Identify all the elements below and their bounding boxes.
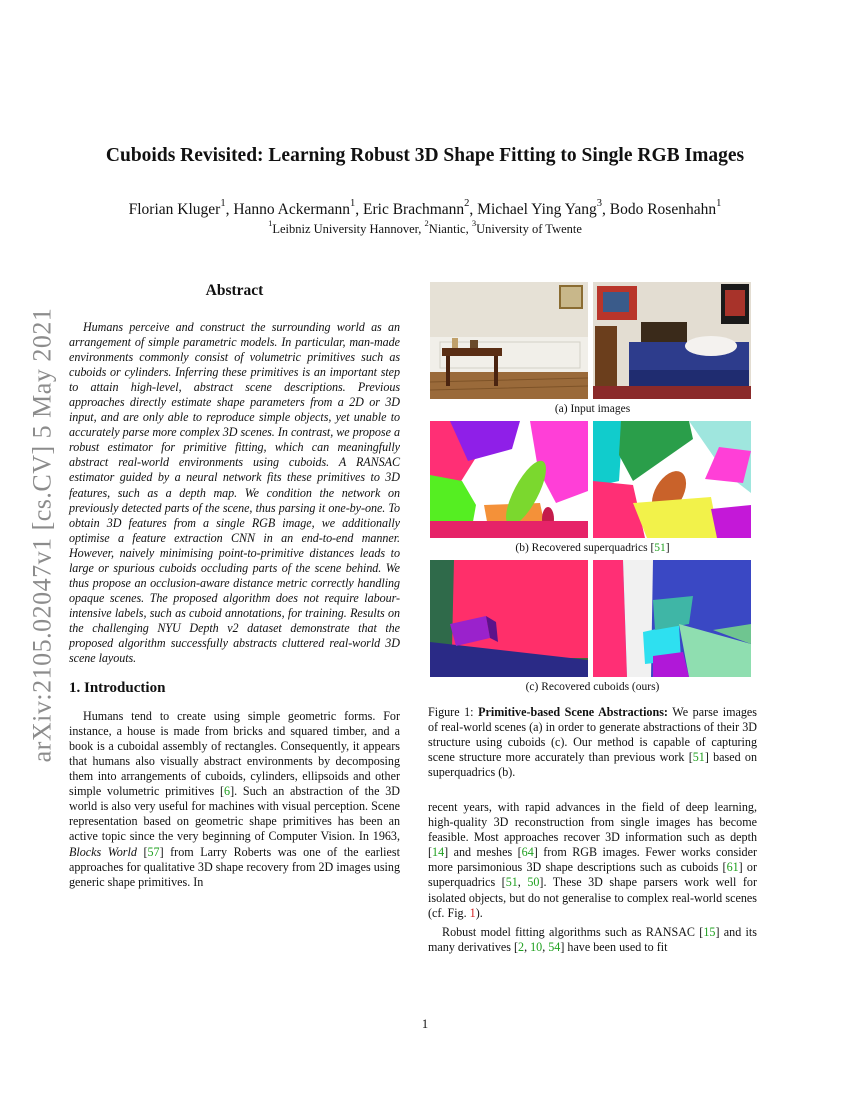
bedroom-photo <box>593 282 751 399</box>
input-images-row <box>430 282 751 399</box>
affil-mark: 3 <box>471 218 477 229</box>
author-separator: , <box>602 201 610 218</box>
cuboids-row <box>430 560 751 677</box>
citation-link[interactable]: 51 <box>692 750 705 765</box>
figure-1 <box>428 282 757 780</box>
author-affil-mark: 1 <box>350 197 356 209</box>
text-run: ] from RGB images. Fewer works consider more parsimonious 3D shape descriptions such as cuboids [ <box>428 845 757 875</box>
author-affil-mark: 3 <box>596 197 602 209</box>
intro-paragraph <box>69 709 400 890</box>
citation-link[interactable]: 57 <box>147 844 160 859</box>
left-column <box>69 282 400 890</box>
subfigure-a-caption: (a) Input images <box>554 403 631 415</box>
affiliation-list <box>0 218 850 237</box>
introduction-heading: 1. Introduction <box>69 680 166 697</box>
page-number: 1 <box>421 1017 429 1031</box>
text-run: ). <box>475 905 483 920</box>
input-image-bedroom <box>593 282 751 399</box>
paper-title: Cuboids Revisited: Learning Robust 3D Shape Fitting to Single RGB Images <box>105 145 745 166</box>
citation-link[interactable]: 15 <box>703 924 716 939</box>
affiliation-name: Niantic <box>428 222 466 236</box>
caption-label: Figure 1: <box>428 705 479 719</box>
subfigure-b-text: (b) Recovered superquadrics [ <box>515 542 655 554</box>
citation-link[interactable]: 14 <box>432 845 445 860</box>
arxiv-identifier-stamp <box>20 290 64 780</box>
affiliation-name: University of Twente <box>476 222 582 236</box>
intro-paragraph-ransac <box>428 925 757 955</box>
spacer <box>428 780 757 800</box>
text-run: [ <box>136 844 148 859</box>
author-name: Florian Kluger <box>128 201 221 218</box>
author-affil-mark: 1 <box>220 197 226 209</box>
author-separator: , <box>469 201 478 218</box>
text-run: recent years, with rapid advances in the field of deep learning, high-quality 3D reconstruction from single images has become feasible. Most approaches recover 3D information such as depth [ <box>428 800 757 860</box>
author-separator: , <box>225 201 234 218</box>
author-list <box>0 197 850 219</box>
affiliation-name: Leibniz University Hannover <box>272 222 419 236</box>
text-run: , <box>542 939 549 954</box>
caption-text: We parse images of real-world scenes (a) in order to generate abstractions of their 3D structure using cuboids (c). Our method is capable of capturing scene structure more accurately than previous work [ <box>428 705 758 765</box>
author-name: Hanno Ackermann <box>233 201 350 218</box>
text-run: ] and its many derivatives [ <box>428 924 757 954</box>
subfigure-c-caption: (c) Recovered cuboids (ours) <box>525 681 660 693</box>
text-run: , <box>524 939 531 954</box>
arxiv-stamp-text: arXiv:2105.02047v1 [cs.CV] 5 May 2021 <box>27 307 56 763</box>
superquadric-render-1 <box>430 421 588 538</box>
text-run: Humans tend to create using simple geometric forms. For instance, a house is made from bricks and squared timber, and a book is a cuboidal assembly of rectangles. Consequently, it appears that humans also visually abstract environments by decomposing them into arrangements of cuboids, cylinders, ellipsoids and other simple volumetric primitives [ <box>69 709 400 799</box>
citation-link[interactable]: 2 <box>518 939 525 954</box>
superquadrics-render-bedroom <box>593 421 751 538</box>
author-affil-mark: 2 <box>464 197 470 209</box>
cuboid-render-1 <box>430 560 588 677</box>
abstract-text: Humans perceive and construct the surrounding world as an arrangement of simple parametric models. In particular, man-made environments commonly consist of volumetric primitives such as cuboids or cylinders. Inferring these primitives is an important step to attain high-level, abstract scene descriptions. Previous approaches directly estimate shape parameters from a 2D or 3D input, and are only able to reproduce simple objects, yet unable to accurately parse more complex 3D scenes. In contrast, we propose a robust estimator for primitive fitting, which can meaningfully abstract real-world environments using cuboids. A RANSAC estimator guided by a neural network fits these primitives to 3D features, such as a depth map. We condition the network on previously detected parts of the scene, thus parsing it one-by-one. To obtain 3D features from a single RGB image, we additionally optimise a feature extraction CNN in an end-to-end manner. However, naively minimising point-to-primitive distances leads to large or spurious cuboids occluding parts of the scene behind. We thus propose an occlusion-aware distance metric correctly handling opaque scenes. The proposed algorithm does not require labour-intensive labels, such as cuboid annotations, for training. Results on the challenging NYU Depth v2 dataset demonstrate that the proposed algorithm successfully abstracts cluttered real-world 3D scene layouts. <box>69 320 400 666</box>
emphasis-text: Blocks World <box>69 844 137 859</box>
text-run: ] or superquadrics [ <box>428 860 758 890</box>
right-column <box>428 282 757 955</box>
figure-reference-link[interactable]: 1 <box>469 905 476 920</box>
citation-link[interactable]: 50 <box>527 875 540 890</box>
text-run: , <box>517 875 528 890</box>
text-run: ] and meshes [ <box>444 845 522 860</box>
input-image-dining-room <box>430 282 588 399</box>
text-run: ] have been used to fit <box>560 939 668 954</box>
dining-room-photo <box>430 282 588 399</box>
cuboids-render-dining-room <box>430 560 588 677</box>
figure-1-caption <box>428 705 757 780</box>
caption-title: Primitive-based Scene Abstractions: <box>478 705 668 719</box>
affil-separator: , <box>418 222 425 236</box>
superquadric-render-2 <box>593 421 751 538</box>
affil-mark: 1 <box>268 218 273 229</box>
citation-link[interactable]: 54 <box>548 939 561 954</box>
superquadrics-row <box>430 421 751 538</box>
citation-link[interactable]: 51 <box>654 542 666 554</box>
citation-link[interactable]: 64 <box>521 845 534 860</box>
author-name: Eric Brachmann <box>363 201 465 218</box>
affil-separator: , <box>465 222 472 236</box>
affil-mark: 2 <box>424 218 429 229</box>
author-name: Bodo Rosenhahn <box>609 201 717 218</box>
author-affil-mark: 1 <box>716 197 722 209</box>
intro-paragraph-continued <box>428 800 757 920</box>
author-separator: , <box>355 201 364 218</box>
caption-text: ] based on superquadrics (b). <box>428 750 757 780</box>
citation-link[interactable]: 51 <box>505 875 518 890</box>
citation-link[interactable]: 61 <box>726 860 739 875</box>
cuboid-render-2 <box>593 560 751 677</box>
author-name: Michael Ying Yang <box>477 201 597 218</box>
subfigure-b-caption <box>428 542 757 554</box>
abstract-heading: Abstract <box>205 282 264 299</box>
superquadrics-render-dining-room <box>430 421 588 538</box>
text-run: ] from Larry Roberts was one of the earliest approaches for qualitative 3D shape recovery from 2D images using generic shape primitives. In <box>69 844 400 889</box>
citation-link[interactable]: 6 <box>224 784 231 799</box>
text-run: ]. Such an abstraction of the 3D world is also very useful for machines with visual perception. Scene representation based on geometric shape primitives has been an active topic since the very beginning of Computer Vision. In 1963, <box>69 784 401 844</box>
citation-link[interactable]: 10 <box>530 939 543 954</box>
cuboids-render-bedroom <box>593 560 751 677</box>
subfigure-b-bracket: ] <box>665 542 670 554</box>
text-run: Robust model fitting algorithms such as RANSAC [ <box>442 924 704 939</box>
text-run: ]. These 3D shape parsers work well for isolated objects, but do not generalise to complex real-world scenes (cf. Fig. <box>428 875 758 920</box>
